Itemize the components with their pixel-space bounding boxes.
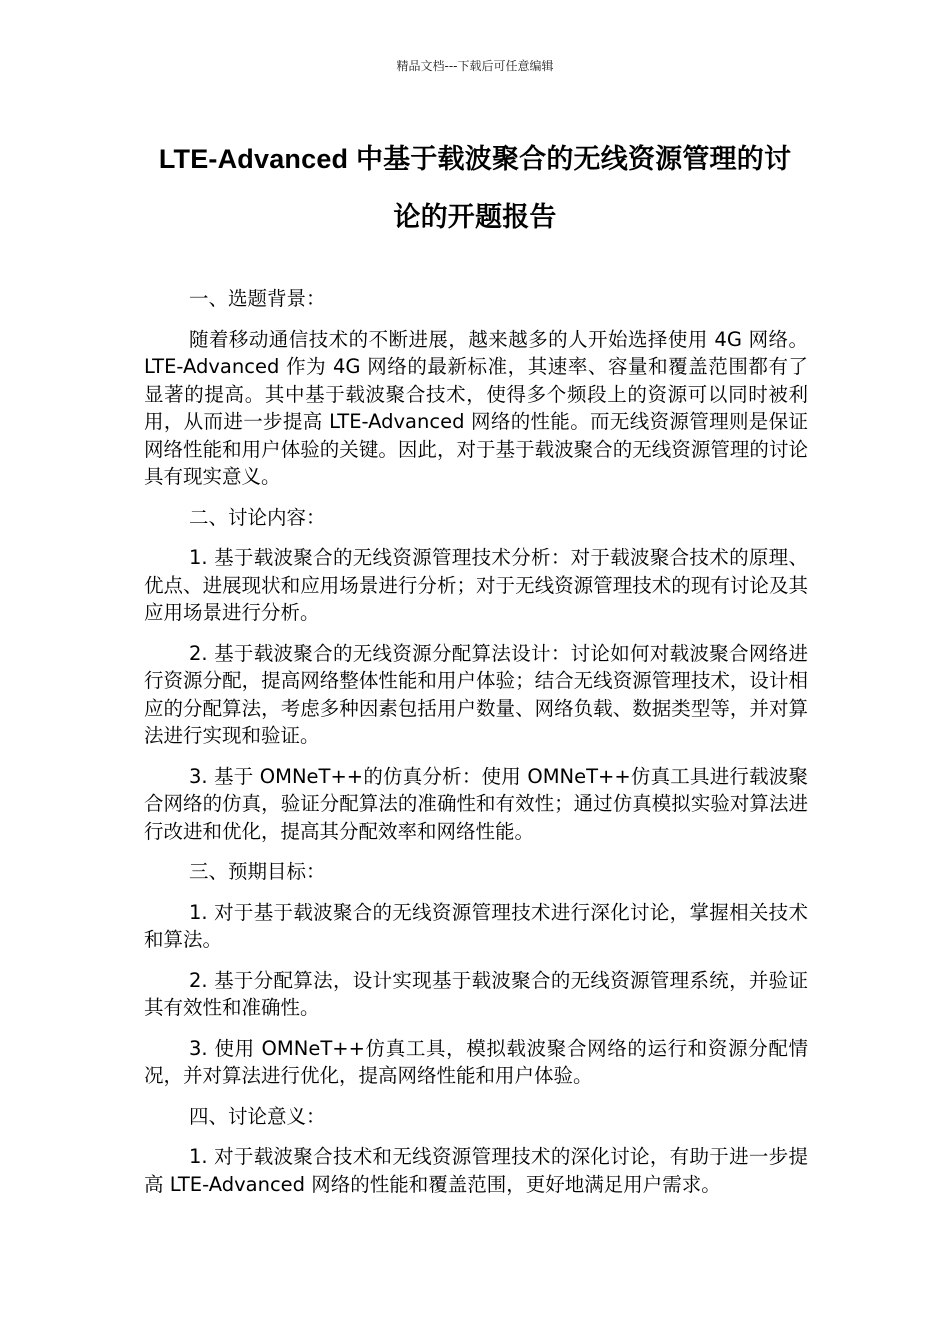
section-heading: 二、讨论内容： bbox=[189, 505, 326, 529]
document-title bbox=[130, 130, 820, 246]
section-significance bbox=[144, 1103, 808, 1199]
paragraph: 3. 基于 OMNeT++的仿真分析：使用 OMNeT++仿真工具进行载波聚合网络的仿真，验证分配算法的准确性和有效性；通过仿真模拟实验对算法进行改进和优化，提高其分配效率和网络性能。 bbox=[144, 764, 808, 843]
title-line-2: 论的开题报告 bbox=[393, 202, 557, 232]
paragraph: 1. 基于载波聚合的无线资源管理技术分析：对于载波聚合技术的原理、优点、进展现状和应用场景进行分析；对于无线资源管理技术的现有讨论及其应用场景进行分析。 bbox=[144, 546, 808, 624]
paragraph: 1. 对于载波聚合技术和无线资源管理技术的深化讨论，有助于进一步提高 LTE-Advanced 网络的性能和覆盖范围，更好地满足用户需求。 bbox=[144, 1145, 808, 1196]
section-heading: 三、预期目标： bbox=[189, 860, 326, 883]
page-header: 精品文档---下载后可任意编辑 bbox=[396, 59, 554, 73]
paragraph: 2. 基于分配算法，设计实现基于载波聚合的无线资源管理系统，并验证其有效性和准确性。 bbox=[144, 968, 808, 1019]
section-heading: 一、选题背景： bbox=[189, 287, 326, 310]
paragraph: 1. 对于基于载波聚合的无线资源管理技术进行深化讨论，掌握相关技术和算法。 bbox=[144, 900, 808, 951]
paragraph: 2. 基于载波聚合的无线资源分配算法设计：讨论如何对载波聚合网络进行资源分配，提高网络整体性能和用户体验；结合无线资源管理技术，设计相应的分配算法，考虑多种因素包括用户数量、网络负载、数据类型等，并对算法进行实现和验证。 bbox=[144, 641, 808, 747]
title-line-1: LTE-Advanced 中基于载波聚合的无线资源管理的讨 bbox=[158, 144, 792, 174]
paragraph: 随着移动通信技术的不断进展，越来越多的人开始选择使用 4G 网络。LTE-Advanced 作为 4G 网络的最新标准，其速率、容量和覆盖范围都有了显著的提高。其中基于载波聚合技术，使得多个频段上的资源可以同时被利用，从而进一步提高 LTE-Advanced 网络的性能。而无线资源管理则是保证网络性能和用户体验的关键。因此，对于基于载波聚合的无线资源管理的讨论具有现实意义。 bbox=[144, 327, 808, 488]
section-background bbox=[144, 285, 808, 491]
paragraph: 3. 使用 OMNeT++仿真工具，模拟载波聚合网络的运行和资源分配情况，并对算法进行优化，提高网络性能和用户体验。 bbox=[144, 1036, 808, 1087]
section-discussion-content bbox=[144, 504, 808, 846]
section-expected-goals bbox=[144, 858, 808, 1090]
document-body bbox=[144, 285, 808, 1211]
section-heading: 四、讨论意义： bbox=[189, 1104, 326, 1128]
